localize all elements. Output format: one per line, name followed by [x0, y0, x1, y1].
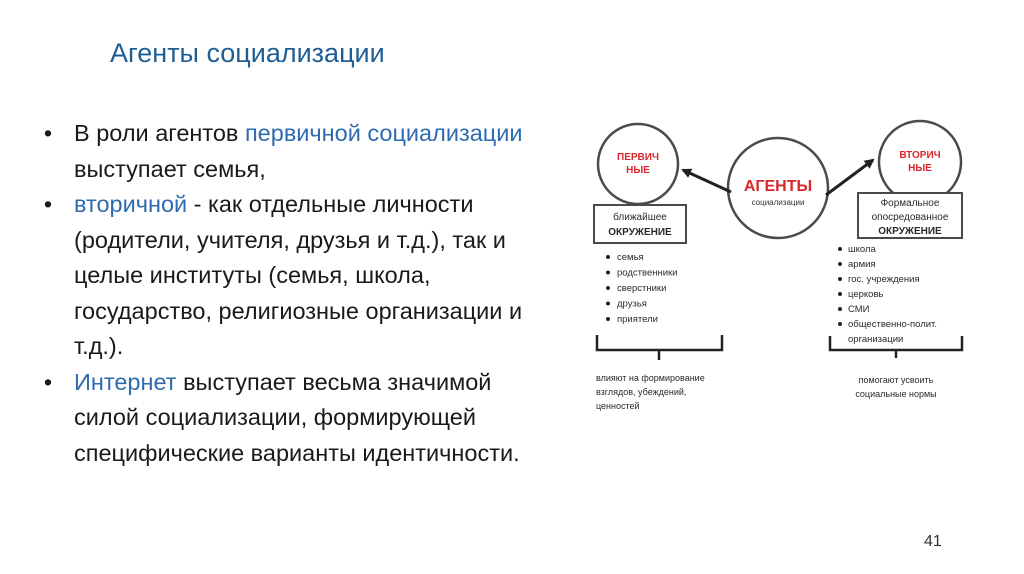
- list-bullet: [606, 302, 610, 306]
- list-bullet: [606, 317, 610, 321]
- bullet-text: выступает семья,: [74, 155, 266, 182]
- primary-list-item: друзья: [617, 298, 647, 310]
- agents-title: АГЕНТЫ: [743, 178, 813, 195]
- list-bullet: [606, 255, 610, 259]
- bullet-dot: •: [43, 120, 53, 146]
- list-bullet: [838, 247, 842, 251]
- bullet-highlight: Интернет: [74, 368, 177, 395]
- bullet-text: В роли агентов: [74, 120, 245, 146]
- primary-list-item: семья: [617, 252, 644, 263]
- bullet-text: - как отдельные личности (родители, учителя, друзья и т.д.), так и целые институты (семья, школа, государство, религиозные организации и т.д.).: [74, 191, 523, 359]
- secondary-note-line: социальные нормы: [855, 389, 937, 399]
- bullet-dot: •: [43, 368, 53, 395]
- secondary-list-item: организации: [848, 334, 904, 345]
- bullet-dot: •: [43, 191, 53, 217]
- secondary-circle-label-1: ВТОРИЧ: [899, 150, 941, 161]
- primary-circle-label-1: ПЕРВИЧ: [617, 152, 659, 163]
- bullet-highlight: вторичной: [74, 191, 188, 217]
- secondary-note: [855, 375, 936, 399]
- arrow-to-secondary: [826, 160, 873, 195]
- primary-bracket: [597, 335, 722, 360]
- primary-box-line-1: ближайшее: [613, 212, 667, 223]
- list-bullet: [838, 262, 842, 266]
- secondary-list-item: армия: [848, 259, 876, 270]
- primary-box-line-2: ОКРУЖЕНИЕ: [608, 227, 672, 238]
- arrow-to-primary: [683, 170, 731, 192]
- secondary-list-item: общественно-полит.: [848, 319, 937, 330]
- primary-note: [596, 373, 705, 411]
- bullet-text: выступает весьма значимой силой социализации, формирующей специфические варианты идентичности.: [74, 368, 520, 466]
- secondary-circle: [879, 121, 961, 203]
- secondary-list-item: СМИ: [848, 304, 870, 315]
- primary-circle: [598, 124, 678, 204]
- primary-circle-label-2: НЫЕ: [626, 165, 650, 176]
- list-bullet: [838, 277, 842, 281]
- page-number: 41: [924, 533, 942, 550]
- list-bullet: [606, 286, 610, 290]
- primary-items-list: [606, 252, 678, 325]
- agents-subtitle: социализации: [751, 198, 805, 207]
- list-bullet: [838, 292, 842, 296]
- secondary-list-item: гос. учреждения: [848, 274, 920, 285]
- primary-note-line: влияют на формирование: [596, 373, 705, 383]
- primary-list-item: сверстники: [617, 283, 667, 294]
- bullet-highlight: первичной социализации: [244, 120, 523, 146]
- primary-list-item: приятели: [617, 314, 658, 325]
- list-bullet: [606, 271, 610, 275]
- slide-title: Агенты социализации: [110, 38, 385, 68]
- secondary-box-line-3: ОКРУЖЕНИЕ: [878, 226, 942, 237]
- secondary-box-line-2: опосредованное: [871, 212, 949, 223]
- list-bullet: [838, 307, 842, 311]
- list-bullet: [838, 322, 842, 326]
- secondary-circle-label-2: НЫЕ: [908, 163, 932, 174]
- primary-list-item: родственники: [617, 267, 678, 279]
- secondary-list-item: школа: [848, 244, 876, 255]
- secondary-note-line: помогают усвоить: [858, 375, 934, 385]
- secondary-box-line-1: Формальное: [880, 198, 940, 209]
- secondary-list-item: церковь: [848, 289, 884, 300]
- secondary-items-list: [838, 244, 937, 345]
- primary-note-line: ценностей: [596, 401, 640, 411]
- primary-note-line: взглядов, убеждений,: [596, 387, 687, 397]
